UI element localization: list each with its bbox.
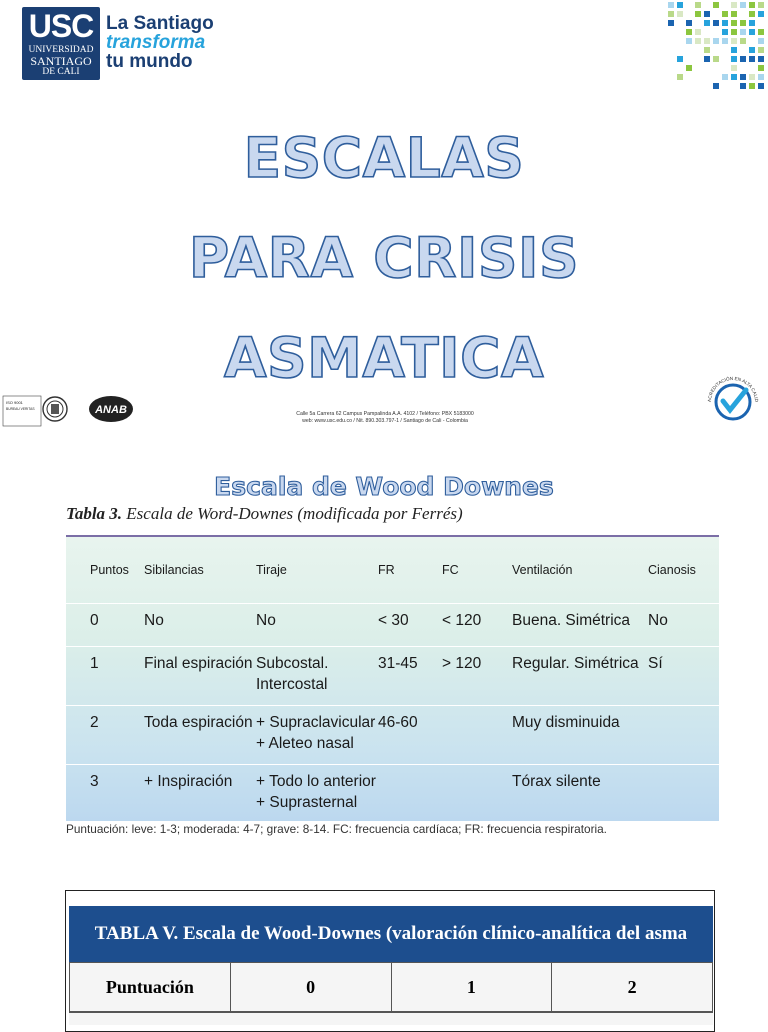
table-caption: Tabla 3. Escala de Word-Downes (modificada por Ferrés) <box>66 504 463 523</box>
mosaic-square <box>749 74 755 80</box>
brand-tagline: La Santiago transforma tu mundo <box>106 13 214 72</box>
mosaic-square <box>740 83 746 89</box>
mosaic-square <box>668 20 674 26</box>
accreditation-text: ACREDITACIÓN EN ALTA CALID <box>706 375 760 403</box>
table-cell: Sí <box>648 647 719 706</box>
col-header: Puntos <box>90 563 129 577</box>
mosaic-square <box>758 38 764 44</box>
tabla-v-title: TABLA V. Escala de Wood-Downes (valoración clínico-analítica del asma <box>69 906 713 962</box>
mosaic-square <box>677 11 683 17</box>
col-header: Sibilancias <box>144 563 204 577</box>
table-cell: Muy disminuida <box>512 706 648 765</box>
mosaic-square <box>722 38 728 44</box>
mosaic-square <box>695 2 701 8</box>
col-header: Tiraje <box>256 563 287 577</box>
table-cell: 0 <box>66 604 144 647</box>
cert-bv-text: BUREAU VERITAS <box>6 407 35 411</box>
mosaic-square <box>704 20 710 26</box>
table-cell: Regular. Simétrica <box>512 647 648 706</box>
mosaic-square <box>740 56 746 62</box>
mosaic-square <box>731 74 737 80</box>
table-cell: Subcostal. Intercostal <box>256 647 378 706</box>
mosaic-square <box>740 38 746 44</box>
mosaic-square <box>731 56 737 62</box>
mosaic-square <box>731 65 737 71</box>
mosaic-square <box>713 83 719 89</box>
tabla-v-col-header: Puntuación <box>70 963 231 1012</box>
mosaic-square <box>713 20 719 26</box>
mosaic-square <box>722 29 728 35</box>
mosaic-square <box>686 29 692 35</box>
table-cell: 3 <box>66 765 144 824</box>
mosaic-square <box>695 29 701 35</box>
table-cell: Toda espiración <box>144 706 256 765</box>
mosaic-square <box>677 74 683 80</box>
table-cell <box>442 706 512 765</box>
table-cell <box>648 706 719 765</box>
mosaic-square <box>731 20 737 26</box>
mosaic-square <box>722 20 728 26</box>
mosaic-square <box>758 65 764 71</box>
tabla-v-col-header: 1 <box>391 963 552 1012</box>
table-cell: > 120 <box>442 647 512 706</box>
mosaic-square <box>704 47 710 53</box>
mosaic-square <box>758 11 764 17</box>
accreditation-seal-icon <box>703 370 763 430</box>
mosaic-square <box>740 74 746 80</box>
mosaic-square <box>758 74 764 80</box>
table-header-row <box>66 537 719 604</box>
table-row <box>66 647 719 706</box>
mosaic-square <box>713 38 719 44</box>
mosaic-square <box>704 56 710 62</box>
mosaic-square <box>713 56 719 62</box>
mosaic-square <box>704 38 710 44</box>
table-cell: Final espiración <box>144 647 256 706</box>
score-footnote: Puntuación: leve: 1-3; moderada: 4-7; grave: 8-14. FC: frecuencia cardíaca; FR: frecuencia respiratoria. <box>66 822 607 836</box>
mosaic-square <box>749 56 755 62</box>
mosaic-square <box>731 2 737 8</box>
tabla-v-col-header: 2 <box>552 963 713 1012</box>
col-header: Ventilación <box>512 563 573 577</box>
table-row <box>66 765 719 824</box>
col-header: FC <box>442 563 459 577</box>
mosaic-square <box>686 65 692 71</box>
mosaic-square <box>740 2 746 8</box>
mosaic-square <box>749 83 755 89</box>
tabla-v-header-row <box>69 962 713 1012</box>
mosaic-square <box>731 38 737 44</box>
mosaic-square <box>677 56 683 62</box>
mosaic-square <box>722 11 728 17</box>
table-cell: + Inspiración <box>144 765 256 824</box>
mosaic-square <box>713 2 719 8</box>
tabla-v-next-row <box>69 1012 713 1025</box>
mosaic-square <box>749 20 755 26</box>
table-cell: No <box>144 604 256 647</box>
section-title: Escala de Wood Downes <box>214 472 554 501</box>
table-cell <box>378 765 442 824</box>
logo-university-name: UNIVERSIDAD SANTIAGO DE CALI <box>28 45 94 77</box>
table-cell: + Todo lo anterior + Suprasternal <box>256 765 378 824</box>
mosaic-square <box>668 2 674 8</box>
mosaic-square <box>758 29 764 35</box>
col-header: FR <box>378 563 395 577</box>
mosaic-square <box>686 38 692 44</box>
decorative-mosaic-icon <box>655 0 768 94</box>
table-cell: + Supraclavicular + Aleteo nasal <box>256 706 378 765</box>
mosaic-square <box>668 11 674 17</box>
tabla-v-col-header: 0 <box>230 963 391 1012</box>
mosaic-square <box>758 2 764 8</box>
mosaic-square <box>695 11 701 17</box>
mosaic-square <box>686 20 692 26</box>
table-row <box>66 604 719 647</box>
table-cell: 1 <box>66 647 144 706</box>
mosaic-square <box>704 11 710 17</box>
table-cell <box>648 765 719 824</box>
table-cell: 31-45 <box>378 647 442 706</box>
table-cell: Buena. Simétrica <box>512 604 648 647</box>
table-cell: No <box>256 604 378 647</box>
mosaic-square <box>749 2 755 8</box>
mosaic-square <box>749 29 755 35</box>
mosaic-square <box>731 11 737 17</box>
mosaic-square <box>677 2 683 8</box>
mosaic-square <box>749 47 755 53</box>
usc-logo <box>22 7 100 80</box>
mosaic-square <box>740 20 746 26</box>
logo-usc-text: USC <box>28 8 94 44</box>
cert-iso-text: ISO 9001 <box>6 400 23 405</box>
mosaic-square <box>722 74 728 80</box>
footer-address: Calle 5a Carrera 62 Campus Pampalinda A.A. 4102 / Teléfono: PBX 5183000 web: www.usc.edu.co / Nit. 890.303.797-1 / Santiago de Cali - Colombia <box>296 411 474 424</box>
mosaic-square <box>740 29 746 35</box>
table-cell <box>442 765 512 824</box>
table-cell: 2 <box>66 706 144 765</box>
mosaic-square <box>749 11 755 17</box>
table-cell: Tórax silente <box>512 765 648 824</box>
col-header: Cianosis <box>648 563 696 577</box>
mosaic-square <box>758 47 764 53</box>
certification-logos <box>0 366 150 430</box>
mosaic-square <box>731 47 737 53</box>
wood-downes-table <box>66 535 719 821</box>
table-cell: 46-60 <box>378 706 442 765</box>
table-cell: < 30 <box>378 604 442 647</box>
slide-title: ESCALAS PARA CRISIS ASMATICA <box>188 126 580 390</box>
table-row <box>66 706 719 765</box>
mosaic-square <box>758 83 764 89</box>
mosaic-square <box>731 29 737 35</box>
mosaic-square <box>695 38 701 44</box>
mosaic-square <box>758 56 764 62</box>
table-cell: No <box>648 604 719 647</box>
cert-anab-text: ANAB <box>95 404 127 416</box>
table-cell: < 120 <box>442 604 512 647</box>
